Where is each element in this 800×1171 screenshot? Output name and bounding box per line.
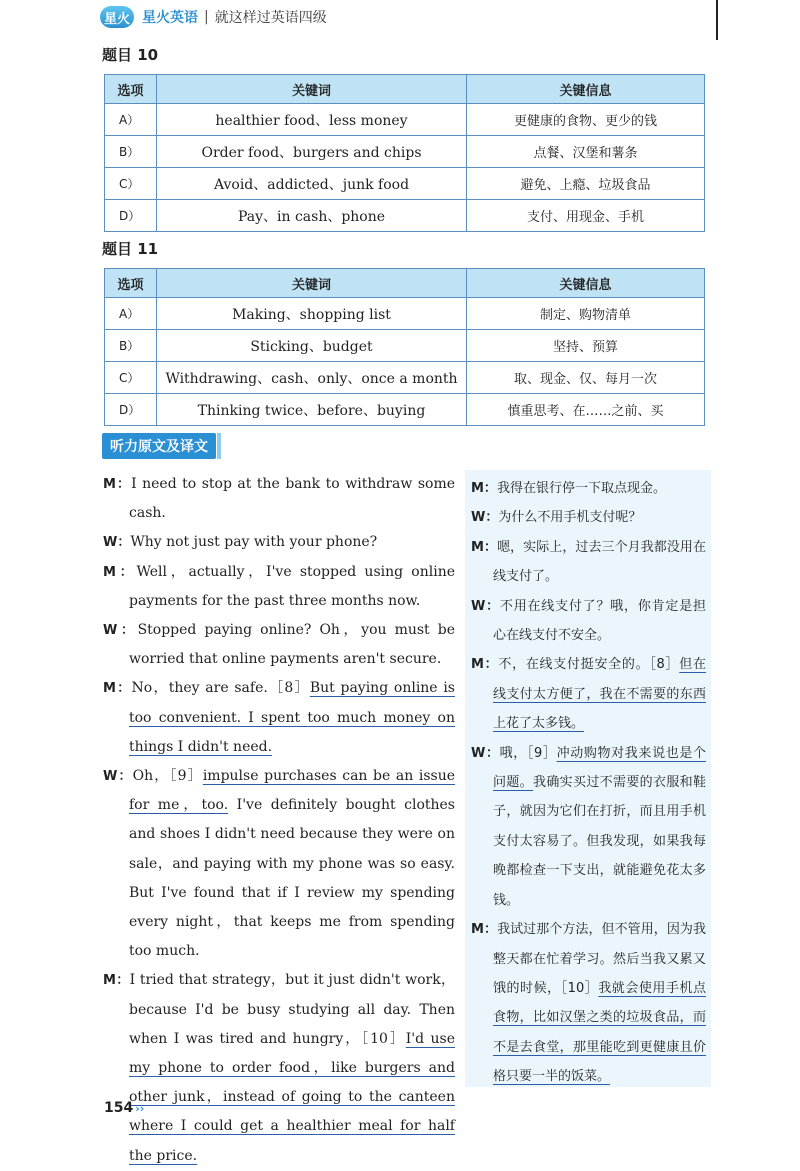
section-heading: 听力原文及译文 [102,433,216,459]
dialogue-line [103,528,455,557]
line-text: 嗯，实际上，过去三个月我都没用在线支付了。 [493,539,706,585]
key-answer-text: 冲动购物对我来说也是个问题。 [493,745,706,791]
option-cell: A） [105,298,157,330]
speaker-label: M： [471,539,498,555]
line-text: 不用在线支付了？哦，你肯定是担心在线支付不安全。 [493,598,706,644]
dialogue-line [471,592,706,651]
keywords-cell: Making、shopping list [157,298,467,330]
dialogue-line [103,966,455,1170]
column-header-info: 关键信息 [467,269,705,298]
line-text: 我确实买过不需要的衣服和鞋子，就因为它们在打折，而且用手机支付太容易了。但我发现，如果我每晚都检查一下支出，就能避免花太多钱。 [493,775,706,908]
page-arrow-icon: ›› [135,1102,145,1115]
speaker-label: M： [103,681,132,697]
question-11-title: 题目 11 [102,240,159,258]
line-text: 为什么不用手机支付呢？ [498,510,642,526]
line-text: Why not just pay with your phone? [130,534,378,551]
column-header-info: 关键信息 [467,75,705,104]
table-row [105,200,705,232]
speaker-label: M： [471,657,499,673]
option-cell: A） [105,104,157,136]
line-text: 不，在线支付挺安全的。［8］ [498,657,680,673]
speaker-label: W： [471,598,500,614]
speaker-label: M： [471,922,498,938]
header-rule [716,0,718,40]
book-title: 就这样过英语四级 [214,10,327,26]
line-text: I tried that strategy，but it just didn't work，because I'd be busy studying all day. Then when I was tired and hungry，［10］ [129,972,456,1047]
key-answer-text: But paying online is too convenient. I spent too much money on things I didn't need. [129,680,455,755]
keywords-cell: Order food、burgers and chips [157,136,467,168]
english-transcript [103,470,455,1171]
option-cell: C） [105,168,157,200]
table-row [105,394,705,426]
table-row [105,330,705,362]
key-answer-text: I'd use my phone to order food，like burgers and other junk，instead of going to the canteen where I could get a healthier meal for half the price. [129,1030,455,1164]
column-header-keywords: 关键词 [157,75,467,104]
option-cell: C） [105,362,157,394]
option-cell: B） [105,136,157,168]
dialogue-line [103,674,455,762]
info-cell: 点餐、汉堡和薯条 [467,136,705,168]
keywords-cell: Thinking twice、before、buying [157,394,467,426]
info-cell: 坚持、预算 [467,330,705,362]
line-text: 我得在银行停一下取点现金。 [496,481,666,496]
keywords-cell: healthier food、less money [157,104,467,136]
dialogue-line [471,503,706,532]
running-header [100,4,327,30]
column-header-option: 选项 [105,269,157,298]
series-logo: 星火 [100,6,134,28]
header-separator: | [204,9,209,25]
info-cell: 慎重思考、在……之前、买 [467,394,705,426]
info-cell: 避免、上瘾、垃圾食品 [467,168,705,200]
question-11-table [104,268,705,426]
dialogue-line [471,915,706,1091]
line-text: Oh，［9］ [132,768,203,785]
table-header-row [105,269,705,298]
dialogue-line [103,470,455,528]
keywords-cell: Withdrawing、cash、only、once a month [157,362,467,394]
dialogue-line [471,650,706,738]
line-text: Well，actually，I've stopped using online payments for the past three months now. [129,563,456,609]
page-number [104,1100,144,1116]
speaker-label: W： [103,535,131,551]
table-row [105,136,705,168]
speaker-label: W： [471,745,500,761]
keywords-cell: Pay、in cash、phone [157,200,467,232]
dialogue-line [103,616,455,674]
line-text: No，they are safe.［8］ [131,680,310,697]
table-header-row [105,75,705,104]
line-text: I've definitely bought clothes and shoes I didn't need because they were on sale，and paying with my phone was so easy. But I've found that if I review my spending every night，that keeps me from spending too much. [129,797,455,960]
page-number-text: 154 [104,1100,134,1116]
speaker-label: M： [103,564,137,580]
question-10-title: 题目 10 [102,46,159,64]
speaker-label: M： [471,481,497,496]
info-cell: 制定、购物清单 [467,298,705,330]
dialogue-line [103,558,455,616]
line-text: 我试过那个方法，但不管用，因为我整天都在忙着学习。然后当我又累又饿的时候，［10］ [493,922,706,996]
key-answer-text: 但在线支付太方便了，我在不需要的东西上花了太多钱。 [493,657,706,732]
table-row [105,362,705,394]
line-text: Stopped paying online? Oh，you must be worried that online payments aren't secure. [129,622,455,668]
key-answer-text: 我就会使用手机点食物，比如汉堡之类的垃圾食品，而不是去食堂，那里能吃到更健康且价格只要一半的饭菜。 [493,980,706,1085]
speaker-label: W： [103,769,133,785]
column-header-keywords: 关键词 [157,269,467,298]
line-text: I need to stop at the bank to withdraw some cash. [129,476,455,522]
keywords-cell: Avoid、addicted、junk food [157,168,467,200]
keywords-cell: Sticking、budget [157,330,467,362]
dialogue-line [471,533,706,592]
table-row [105,298,705,330]
option-cell: D） [105,394,157,426]
question-10-table [104,74,705,232]
dialogue-line [471,474,706,503]
series-name: 星火英语 [142,10,198,26]
speaker-label: W： [471,510,499,526]
option-cell: B） [105,330,157,362]
dialogue-line [103,762,455,966]
info-cell: 支付、用现金、手机 [467,200,705,232]
column-header-option: 选项 [105,75,157,104]
key-answer-text: impulse purchases can be an issue for me，too. [129,768,456,814]
dialogue-line [471,739,706,915]
chinese-translation [471,474,706,1092]
table-row [105,104,705,136]
speaker-label: W： [103,623,138,639]
line-text: 哦，［9］ [499,745,557,761]
option-cell: D） [105,200,157,232]
speaker-label: M： [103,973,130,989]
info-cell: 更健康的食物、更少的钱 [467,104,705,136]
speaker-label: M： [103,477,132,492]
info-cell: 取、现金、仅、每月一次 [467,362,705,394]
table-row [105,168,705,200]
